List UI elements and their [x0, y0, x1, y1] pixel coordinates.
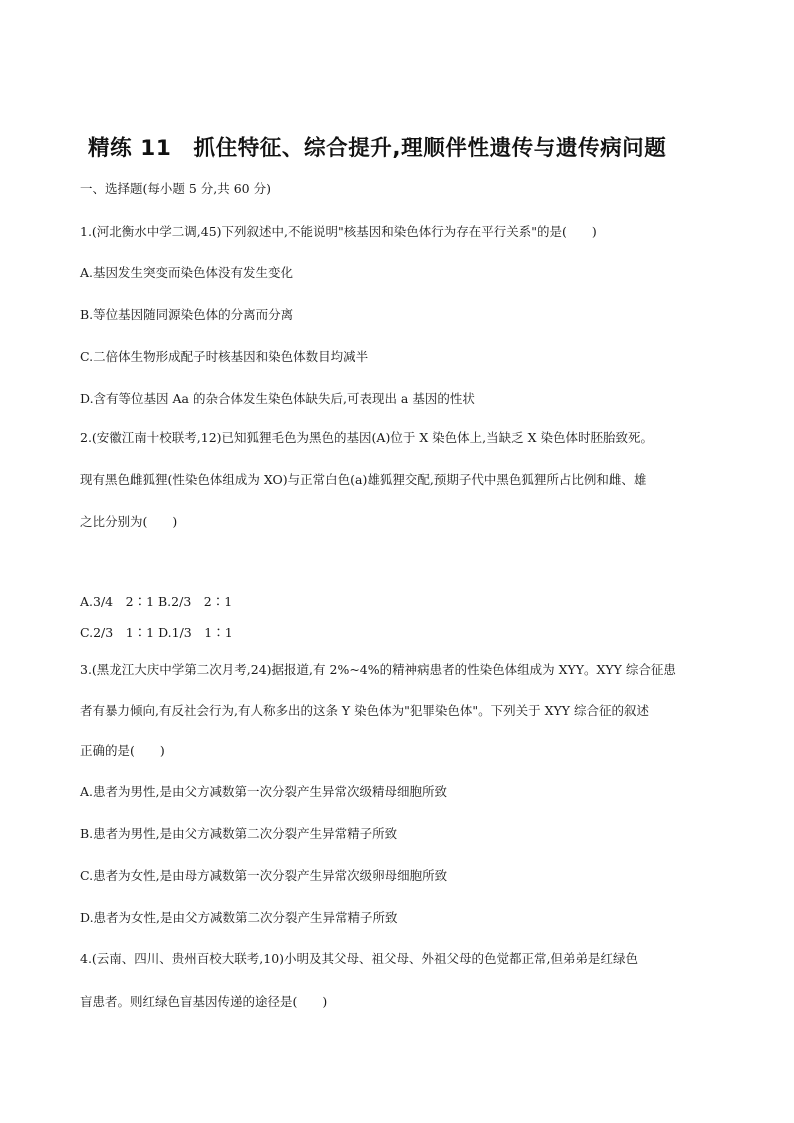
section-header: 一、选择题(每小题 5 分,共 60 分)	[80, 181, 271, 196]
option-b: B.等位基因随同源染色体的分离而分离	[80, 307, 294, 322]
question-stem-line: 之比分别为( )	[80, 514, 178, 529]
question-stem-line: 盲患者。则红绿色盲基因传递的途径是( )	[80, 994, 328, 1009]
question-stem-line: 者有暴力倾向,有反社会行为,有人称多出的这条 Y 染色体为"犯罪染色体"。下列关于 XYY 综合征的叙述	[80, 703, 649, 718]
option-c: C.二倍体生物形成配子时核基因和染色体数目均减半	[80, 349, 369, 364]
page-title: 精练 11 抓住特征、综合提升,理顺伴性遗传与遗传病问题	[88, 136, 667, 161]
question-stem-line: 现有黑色雌狐狸(性染色体组成为 XO)与正常白色(a)雄狐狸交配,预期子代中黑色狐狸所占比例和雌、雄	[80, 472, 647, 487]
option-a: A.患者为男性,是由父方减数第一次分裂产生异常次级精母细胞所致	[80, 784, 447, 799]
question-stem-line: 正确的是( )	[80, 743, 165, 758]
option-d: D.含有等位基因 Aa 的杂合体发生染色体缺失后,可表现出 a 基因的性状	[80, 391, 475, 406]
option-b: B.患者为男性,是由父方减数第二次分裂产生异常精子所致	[80, 826, 398, 841]
option-row-cd: C.2/3 1∶1 D.1/3 1∶1	[80, 625, 233, 640]
option-a: A.基因发生突变而染色体没有发生变化	[80, 265, 294, 280]
question-stem-line: 1.(河北衡水中学二调,45)下列叙述中,不能说明"核基因和染色体行为存在平行关系"的是( )	[80, 224, 597, 239]
question-stem-line: 2.(安徽江南十校联考,12)已知狐狸毛色为黑色的基因(A)位于 X 染色体上,当缺乏 X 染色体时胚胎致死。	[80, 430, 654, 445]
question-stem-line: 4.(云南、四川、贵州百校大联考,10)小明及其父母、祖父母、外祖父母的色觉都正常,但弟弟是红绿色	[80, 951, 639, 966]
option-row-ab: A.3/4 2∶1 B.2/3 2∶1	[80, 594, 233, 609]
question-stem-line: 3.(黑龙江大庆中学第二次月考,24)据报道,有 2%~4%的精神病患者的性染色体组成为 XYY。XYY 综合征患	[80, 662, 676, 677]
option-d: D.患者为女性,是由父方减数第二次分裂产生异常精子所致	[80, 910, 398, 925]
option-c: C.患者为女性,是由母方减数第一次分裂产生异常次级卵母细胞所致	[80, 868, 448, 883]
